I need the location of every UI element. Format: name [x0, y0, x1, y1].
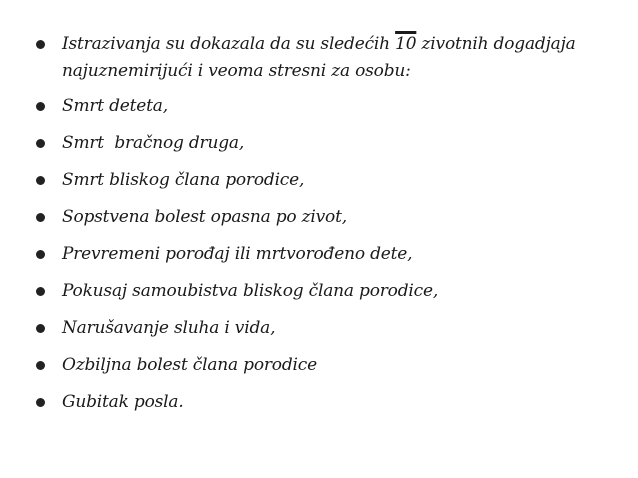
- bullet-dot-icon: [36, 361, 45, 370]
- list-item: [36, 130, 616, 157]
- list-item-text: Narušavanje sluha i vida,: [62, 318, 276, 338]
- bullet-dot-icon: [36, 287, 45, 296]
- intro-bullet: [36, 31, 616, 85]
- bullet-list: [36, 31, 616, 426]
- list-item: [36, 315, 616, 342]
- list-item-text: Smrt deteta,: [62, 96, 168, 116]
- list-item: [36, 278, 616, 305]
- list-item: [36, 167, 616, 194]
- list-item-text: Pokusaj samoubistva bliskog člana porodice,: [62, 281, 439, 301]
- list-item-text: Gubitak posla.: [62, 392, 184, 412]
- list-item-text: Smrt bračnog druga,: [62, 133, 245, 153]
- bullet-dot-icon: [36, 40, 45, 49]
- list-item: [36, 241, 616, 268]
- bullet-dot-icon: [36, 250, 45, 259]
- list-item-text: Smrt bliskog člana porodice,: [62, 170, 305, 190]
- list-item: [36, 389, 616, 416]
- intro-text-after: zivotnih dogadjaja najuznemirijući i veoma stresni za osobu:: [62, 34, 576, 81]
- bullet-dot-icon: [36, 324, 45, 333]
- bullet-dot-icon: [36, 213, 45, 222]
- list-item: [36, 93, 616, 120]
- list-item-text: Ozbiljna bolest člana porodice: [62, 355, 317, 375]
- list-item: [36, 204, 616, 231]
- list-item-text: Prevremeni porođaj ili mrtvorođeno dete,: [62, 244, 413, 264]
- bullet-dot-icon: [36, 102, 45, 111]
- list-item: [36, 352, 616, 379]
- bullet-dot-icon: [36, 139, 45, 148]
- intro-number: 10: [395, 34, 417, 54]
- intro-text-before: Istrazivanja su dokazala da su sledećih: [62, 34, 396, 54]
- list-item-text: Sopstvena bolest opasna po zivot,: [62, 207, 347, 227]
- bullet-dot-icon: [36, 176, 45, 185]
- bullet-dot-icon: [36, 398, 45, 407]
